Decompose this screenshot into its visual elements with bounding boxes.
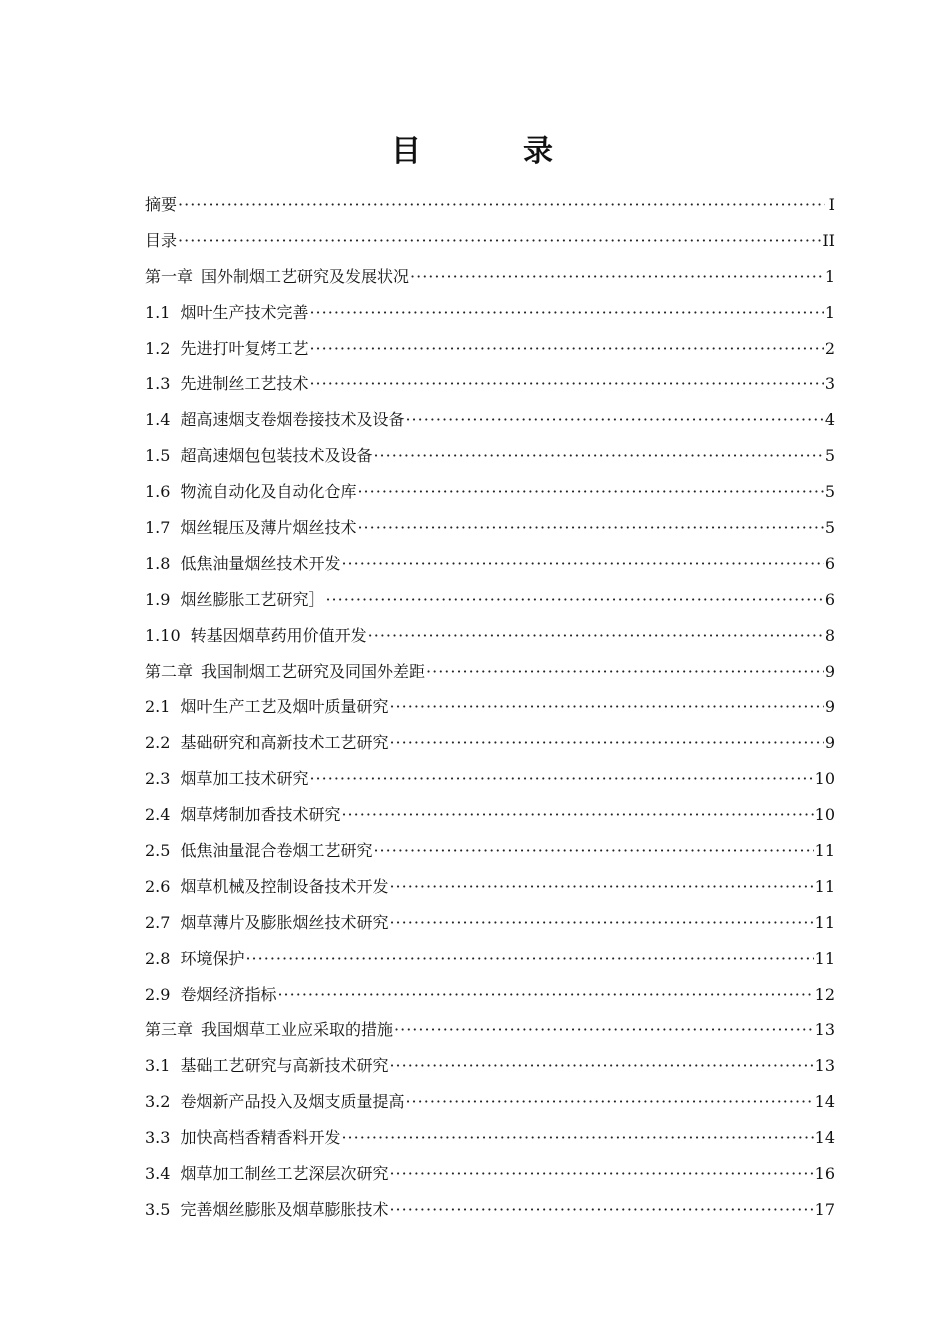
toc-entry-number: 第三章 [145,1020,194,1040]
toc-section-entry[interactable] [145,1192,835,1228]
toc-dot-leader [277,977,813,1013]
toc-title: 目 录 [391,134,589,169]
toc-entry-title: 物流自动化及自动化仓库 [180,482,357,502]
toc-entry-number: 1.4 [145,410,171,430]
toc-entry-title: 环境保护 [180,948,245,968]
toc-section-entry[interactable] [145,1120,835,1156]
toc-page-number: 13 [814,1020,835,1040]
toc-dot-leader [373,438,823,474]
toc-entry-number: 3.2 [145,1092,171,1112]
toc-page-number: 6 [824,589,835,609]
toc-page-number: 10 [814,769,835,789]
toc-page-number: 11 [814,912,835,932]
toc-entry-number: 2.3 [145,769,171,789]
toc-dot-leader [325,582,823,618]
toc-dot-leader [309,331,823,367]
toc-page-number: 1 [824,302,835,322]
toc-dot-leader [389,725,823,761]
toc-section-entry[interactable] [145,833,835,869]
toc-section-entry[interactable] [145,869,835,905]
toc-entry-number: 2.6 [145,876,171,896]
toc-dot-leader [426,654,824,690]
toc-dot-leader [389,1192,813,1228]
toc-section-entry[interactable] [145,797,835,833]
toc-entry-number: 1.9 [145,589,171,609]
toc-dot-leader [405,402,823,438]
toc-entry-number: 1.8 [145,553,171,573]
toc-section-entry[interactable] [145,905,835,941]
toc-entry-number: 2.4 [145,805,171,825]
toc-section-entry[interactable] [145,1156,835,1192]
toc-entry-title: 先进打叶复烤工艺 [180,338,309,358]
toc-front-entry[interactable] [145,187,835,223]
toc-page-number: 12 [814,984,835,1004]
toc-entry-title: 烟叶生产工艺及烟叶质量研究 [180,697,389,717]
toc-entry-number: 1.6 [145,482,171,502]
toc-entry-title: 烟草薄片及膨胀烟丝技术研究 [180,912,389,932]
toc-dot-leader [357,510,823,546]
toc-page-number: 2 [824,338,835,358]
toc-dot-leader [357,474,823,510]
toc-section-entry[interactable] [145,331,835,367]
toc-section-entry[interactable] [145,474,835,510]
toc-chapter-entry[interactable] [145,259,835,295]
toc-dot-leader [245,941,813,977]
toc-dot-leader [309,761,813,797]
toc-entry-title: 完善烟丝膨胀及烟草膨胀技术 [180,1199,389,1219]
toc-dot-leader [341,797,813,833]
toc-dot-leader [389,1048,813,1084]
toc-page-number: 16 [814,1164,835,1184]
toc-entry-number: 3.4 [145,1164,171,1184]
toc-entry-title: 目录 [145,230,178,250]
toc-section-entry[interactable] [145,366,835,402]
toc-page-number: 9 [824,733,835,753]
toc-page-number: 5 [824,446,835,466]
toc-page-number: 6 [824,553,835,573]
toc-entry-number: 2.8 [145,948,171,968]
toc-entry-title: 烟草加工制丝工艺深层次研究 [180,1164,389,1184]
toc-entry-title: 基础研究和高新技术工艺研究 [180,733,389,753]
toc-section-entry[interactable] [145,689,835,725]
toc-entry-number: 第一章 [145,266,194,286]
toc-entry-title: 低焦油量烟丝技术开发 [180,553,341,573]
toc-entry-title: 超高速烟包包装技术及设备 [180,446,373,466]
toc-entry-number: 3.3 [145,1128,171,1148]
toc-dot-leader [309,295,823,331]
toc-entry-title: 烟草机械及控制设备技术开发 [180,876,389,896]
toc-page-number: 5 [824,518,835,538]
toc-section-entry[interactable] [145,977,835,1013]
toc-dot-leader [341,546,823,582]
toc-entry-title: 烟丝膨胀工艺研究］ [180,589,325,609]
toc-dot-leader [178,187,825,223]
toc-section-entry[interactable] [145,761,835,797]
toc-entry-title: 我国烟草工业应采取的措施 [201,1020,394,1040]
toc-entry-number: 第二章 [145,661,194,681]
toc-page-number: I [828,195,835,214]
toc-dot-leader [389,869,813,905]
toc-entry-title: 先进制丝工艺技术 [180,374,309,394]
toc-entry-number: 1.3 [145,374,171,394]
toc-dot-leader [368,618,824,654]
toc-section-entry[interactable] [145,941,835,977]
toc-entry-number: 2.2 [145,733,171,753]
toc-page-number: 17 [814,1199,835,1219]
toc-entry-number: 2.9 [145,984,171,1004]
toc-dot-leader [373,833,813,869]
toc-page-number: 10 [814,805,835,825]
toc-page-number: 11 [814,948,835,968]
toc-entry-title: 烟草烤制加香技术研究 [180,805,341,825]
toc-entry-number: 3.1 [145,1056,171,1076]
toc-chapter-entry[interactable] [145,654,835,690]
toc-page-number: 8 [824,625,835,645]
toc-entry-title: 低焦油量混合卷烟工艺研究 [180,841,373,861]
toc-entry-title: 卷烟经济指标 [180,984,277,1004]
toc-section-entry[interactable] [145,1084,835,1120]
toc-entry-number: 1.1 [145,302,171,322]
toc-page-number: 11 [814,876,835,896]
toc-entry-title: 国外制烟工艺研究及发展状况 [201,266,410,286]
toc-page-number: 14 [814,1092,835,1112]
toc-page-number: 5 [824,482,835,502]
toc-chapter-entry[interactable] [145,1012,835,1048]
toc-entry-number: 3.5 [145,1199,171,1219]
toc-entry-title: 卷烟新产品投入及烟支质量提高 [180,1092,405,1112]
toc-section-entry[interactable] [145,402,835,438]
toc-entry-title: 烟叶生产技术完善 [180,302,309,322]
toc-dot-leader [405,1084,813,1120]
toc-entry-title: 转基因烟草药用价值开发 [190,625,367,645]
toc-page-number: II [822,230,835,250]
toc-entry-title: 加快高档香精香料开发 [180,1128,341,1148]
toc-entry-title: 烟丝辊压及薄片烟丝技术 [180,518,357,538]
toc-entry-number: 2.7 [145,912,171,932]
toc-section-entry[interactable] [145,295,835,331]
toc-dot-leader [389,689,823,725]
toc-page-number: 1 [824,266,835,286]
toc-page-number: 11 [814,841,835,861]
toc-dot-leader [178,223,821,259]
toc-entry-number: 2.5 [145,841,171,861]
toc-entry-number: 1.2 [145,338,171,358]
toc-page-number: 9 [824,661,835,681]
toc-front-entry[interactable] [145,223,835,259]
toc-section-entry[interactable] [145,546,835,582]
toc-dot-leader [389,905,813,941]
toc-entry-title: 烟草加工技术研究 [180,769,309,789]
toc-entry-number: 1.5 [145,446,171,466]
toc-page-number: 14 [814,1128,835,1148]
toc-entry-number: 1.10 [145,625,181,645]
toc-dot-leader [309,366,823,402]
toc-page-number: 9 [824,697,835,717]
toc-entry-title: 超高速烟支卷烟卷接技术及设备 [180,410,405,430]
toc-section-entry[interactable] [145,510,835,546]
toc-dot-leader [410,259,824,295]
toc-page-number: 4 [824,410,835,430]
toc-entry-title: 基础工艺研究与高新技术研究 [180,1056,389,1076]
toc-section-entry[interactable] [145,725,835,761]
toc-entry-number: 2.1 [145,697,171,717]
toc-entry-title: 摘要 [145,195,178,214]
toc-section-entry[interactable] [145,618,835,654]
toc-entry-number: 1.7 [145,518,171,538]
toc-dot-leader [389,1156,813,1192]
toc-dot-leader [394,1012,814,1048]
toc-section-entry[interactable] [145,438,835,474]
toc-dot-leader [341,1120,813,1156]
toc-section-entry[interactable] [145,1048,835,1084]
toc-page-number: 3 [824,374,835,394]
toc-list [145,187,835,1228]
toc-page-number: 13 [814,1056,835,1076]
toc-entry-title: 我国制烟工艺研究及同国外差距 [201,661,426,681]
toc-section-entry[interactable] [145,582,835,618]
